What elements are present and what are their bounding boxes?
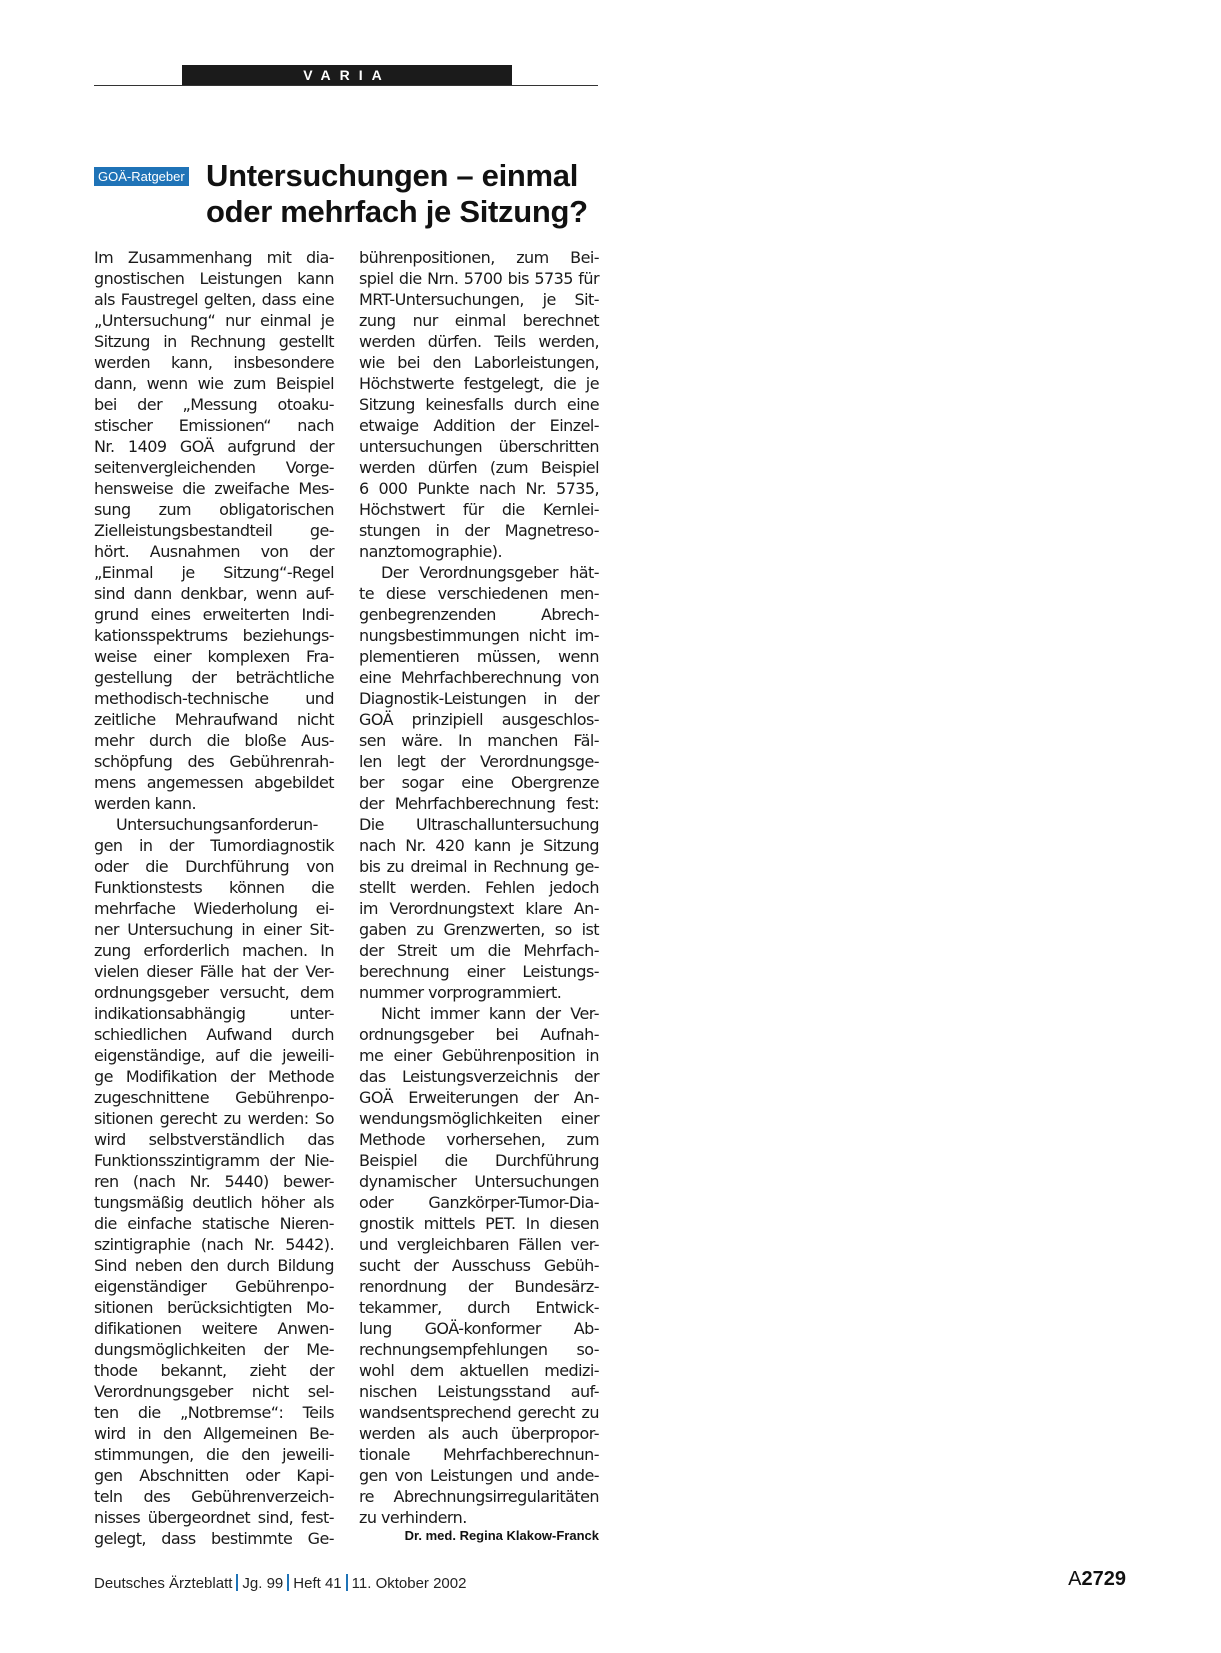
text-line: tionale Mehrfachberechnun- [359,1445,599,1464]
text-line: ber sogar eine Obergrenze [359,773,599,792]
text-line: spiel die Nrn. 5700 bis 5735 für [359,269,599,288]
text-line: sung zum obligatorischen [94,500,334,519]
article-column-right [359,247,599,1528]
text-line: oder die Durchführung von [94,857,334,876]
text-line: Beispiel die Durchführung [359,1151,599,1170]
text-line: werden dürfen. Teils werden, [359,332,599,351]
text-line: sitionen gerecht zu werden: So [94,1109,334,1128]
text-line: Untersuchungsanforderun- [116,815,318,834]
text-line: werden kann. [94,794,197,813]
text-line: ten die „Notbremse“: Teils [94,1403,334,1422]
section-header-varia: VARIA [182,65,512,85]
page-number-value: 2729 [1081,1568,1126,1590]
text-line: Die Ultraschalluntersuchung [359,815,599,834]
page-footer [94,1574,466,1592]
author-byline: Dr. med. Regina Klakow-Franck [404,1528,599,1543]
text-line: len legt der Verordnungsge- [359,752,599,771]
text-line: eine Mehrfachberechnung von [359,668,599,687]
text-line: mehr durch die bloße Aus- [94,731,334,750]
text-line: werden als auch überpropor- [359,1424,599,1443]
text-line: Sind neben den durch Bildung [94,1256,334,1275]
text-line: zeitliche Mehraufwand nicht [94,710,334,729]
text-line: zung erforderlich machen. In [94,941,334,960]
text-line: dann, wenn wie zum Beispiel [94,374,334,393]
text-line: methodisch-technische und [94,689,334,708]
text-line: nach Nr. 420 kann je Sitzung [359,836,599,855]
text-line: hensweise die zweifache Mes- [94,479,334,498]
page-number [1068,1568,1126,1591]
text-line: schöpfung des Gebührenrah- [94,752,334,771]
text-line: wandsentsprechend gerecht zu [359,1403,599,1422]
text-line: GOÄ Erweiterungen der An- [359,1088,599,1107]
text-line: wie bei den Laborleistungen, [359,353,599,372]
text-line: gelegt, dass bestimmte Ge- [94,1529,334,1548]
text-line: als Faustregel gelten, dass eine [94,290,334,309]
text-line: stellt werden. Fehlen jedoch [359,878,599,897]
text-line: sitionen berücksichtigten Mo- [94,1298,334,1317]
text-line: die einfache statische Nieren- [94,1214,334,1233]
text-line: gaben zu Grenzwerten, so ist [359,920,599,939]
text-line: gen von Leistungen und ande- [359,1466,599,1485]
text-line: weise einer komplexen Fra- [94,647,334,666]
text-line: im Verordnungstext klare An- [359,899,599,918]
text-line: sucht der Ausschuss Gebüh- [359,1256,599,1275]
text-line: difikationen weitere Anwen- [94,1319,334,1338]
text-line: ner Untersuchung in einer Sit- [94,920,334,939]
text-line: kationsspektrums beziehungs- [94,626,334,645]
text-line: dungsmöglichkeiten der Me- [94,1340,334,1359]
text-line: Höchstwert für die Kernlei- [359,500,599,519]
text-line: Funktionsszintigramm der Nie- [94,1151,334,1170]
text-line: te diese verschiedenen men- [359,584,599,603]
article-title [206,158,606,230]
text-line: etwaige Addition der Einzel- [359,416,599,435]
article-column-left [94,247,334,1549]
text-line: eigenständiger Gebührenpo- [94,1277,334,1296]
text-line: stungen in der Magnetreso- [359,521,599,540]
text-line: ordnungsgeber versucht, dem [94,983,334,1002]
journal-date: 11. Oktober 2002 [351,1575,467,1592]
text-line: MRT-Untersuchungen, je Sit- [359,290,599,309]
text-line: Funktionstests können die [94,878,334,897]
text-line: nisses übergeordnet sind, fest- [94,1508,334,1527]
text-line: sind dann denkbar, wenn auf- [94,584,334,603]
text-line: plementieren müssen, wenn [359,647,599,666]
text-line: „Einmal je Sitzung“-Regel [94,563,334,582]
text-line: bei der „Messung otoaku- [94,395,334,414]
text-line: me einer Gebührenposition in [359,1046,599,1065]
text-line: Nicht immer kann der Ver- [381,1004,599,1023]
text-line: Im Zusammenhang mit dia- [94,248,334,267]
text-line: wird selbstverständlich das [94,1130,334,1149]
text-line: werden dürfen (zum Beispiel [359,458,599,477]
title-line-2: oder mehrfach je Sitzung? [206,194,588,229]
text-line: untersuchungen überschritten [359,437,599,456]
text-line: indikationsabhängig unter- [94,1004,334,1023]
text-line: 6 000 Punkte nach Nr. 5735, [359,479,599,498]
text-line: gnostischen Leistungen kann [94,269,334,288]
text-line: tekammer, durch Entwick- [359,1298,599,1317]
category-tag: GOÄ-Ratgeber [94,167,189,186]
text-line: der Mehrfachberechnung fest: [359,794,599,813]
text-line: lung GOÄ-konformer Ab- [359,1319,599,1338]
text-line: re Abrechnungsirregularitäten [359,1487,599,1506]
text-line: nischen Leistungsstand auf- [359,1382,599,1401]
text-line: rechnungsempfehlungen so- [359,1340,599,1359]
footer-separator [236,1574,238,1591]
page-prefix: A [1068,1568,1082,1590]
text-line: berechnung einer Leistungs- [359,962,599,981]
text-line: nanztomographie). [359,542,503,561]
text-line: gen Abschnitten oder Kapi- [94,1466,334,1485]
text-line: bis zu dreimal in Rechnung ge- [359,857,599,876]
text-line: teln des Gebührenverzeich- [94,1487,334,1506]
text-line: hört. Ausnahmen von der [94,542,334,561]
text-line: mehrfache Wiederholung ei- [94,899,334,918]
header-rule [94,85,598,86]
text-line: seitenvergleichenden Vorge- [94,458,334,477]
text-line: Der Verordnungsgeber hät- [381,563,599,582]
journal-name: Deutsches Ärzteblatt [94,1575,233,1592]
text-line: zung nur einmal berechnet [359,311,599,330]
text-line: wendungsmöglichkeiten einer [359,1109,599,1128]
text-line: schiedlichen Aufwand durch [94,1025,334,1044]
text-line: Zielleistungsbestandteil ge- [94,521,334,540]
text-line: vielen dieser Fälle hat der Ver- [94,962,334,981]
text-line: „Untersuchung“ nur einmal je [94,311,334,330]
text-line: gen in der Tumordiagnostik [94,836,334,855]
text-line: nummer vorprogrammiert. [359,983,562,1002]
footer-separator [287,1574,289,1591]
text-line: Methode vorhersehen, zum [359,1130,599,1149]
text-line: nungsbestimmungen nicht im- [359,626,599,645]
journal-volume: Jg. 99 [242,1575,284,1592]
text-line: Sitzung keinesfalls durch eine [359,395,599,414]
text-line: werden kann, insbesondere [94,353,334,372]
footer-separator [346,1574,348,1591]
text-line: ge Modifikation der Methode [94,1067,334,1086]
text-line: renordnung der Bundesärz- [359,1277,599,1296]
text-line: wird in den Allgemeinen Be- [94,1424,334,1443]
text-line: Nr. 1409 GOÄ aufgrund der [94,437,334,456]
text-line: ordnungsgeber bei Aufnah- [359,1025,599,1044]
text-line: eigenständige, auf die jeweili- [94,1046,334,1065]
text-line: grund eines erweiterten Indi- [94,605,334,624]
text-line: zu verhindern. [359,1508,467,1527]
text-line: zugeschnittene Gebührenpo- [94,1088,334,1107]
text-line: das Leistungsverzeichnis der [359,1067,599,1086]
text-line: stimmungen, die den jeweili- [94,1445,334,1464]
text-line: und vergleichbaren Fällen ver- [359,1235,599,1254]
text-line: thode bekannt, zieht der [94,1361,334,1380]
text-line: bührenpositionen, zum Bei- [359,248,599,267]
text-line: gestellung der beträchtliche [94,668,334,687]
text-line: GOÄ prinzipiell ausgeschlos- [359,710,599,729]
text-line: oder Ganzkörper-Tumor-Dia- [359,1193,599,1212]
text-line: szintigraphie (nach Nr. 5442). [94,1235,334,1254]
text-line: stischer Emissionen“ nach [94,416,334,435]
text-line: gnostik mittels PET. In diesen [359,1214,599,1233]
title-line-1: Untersuchungen – einmal [206,158,579,193]
text-line: sen wäre. In manchen Fäl- [359,731,599,750]
text-line: tungsmäßig deutlich höher als [94,1193,334,1212]
text-line: Sitzung in Rechnung gestellt [94,332,334,351]
text-line: Höchstwerte festgelegt, die je [359,374,599,393]
text-line: dynamischer Untersuchungen [359,1172,599,1191]
text-line: Diagnostik-Leistungen in der [359,689,599,708]
text-line: wohl dem aktuellen medizi- [359,1361,599,1380]
text-line: mens angemessen abgebildet [94,773,334,792]
text-line: Verordnungsgeber nicht sel- [94,1382,334,1401]
journal-issue: Heft 41 [293,1575,342,1592]
text-line: der Streit um die Mehrfach- [359,941,599,960]
text-line: ren (nach Nr. 5440) bewer- [94,1172,334,1191]
text-line: genbegrenzenden Abrech- [359,605,599,624]
